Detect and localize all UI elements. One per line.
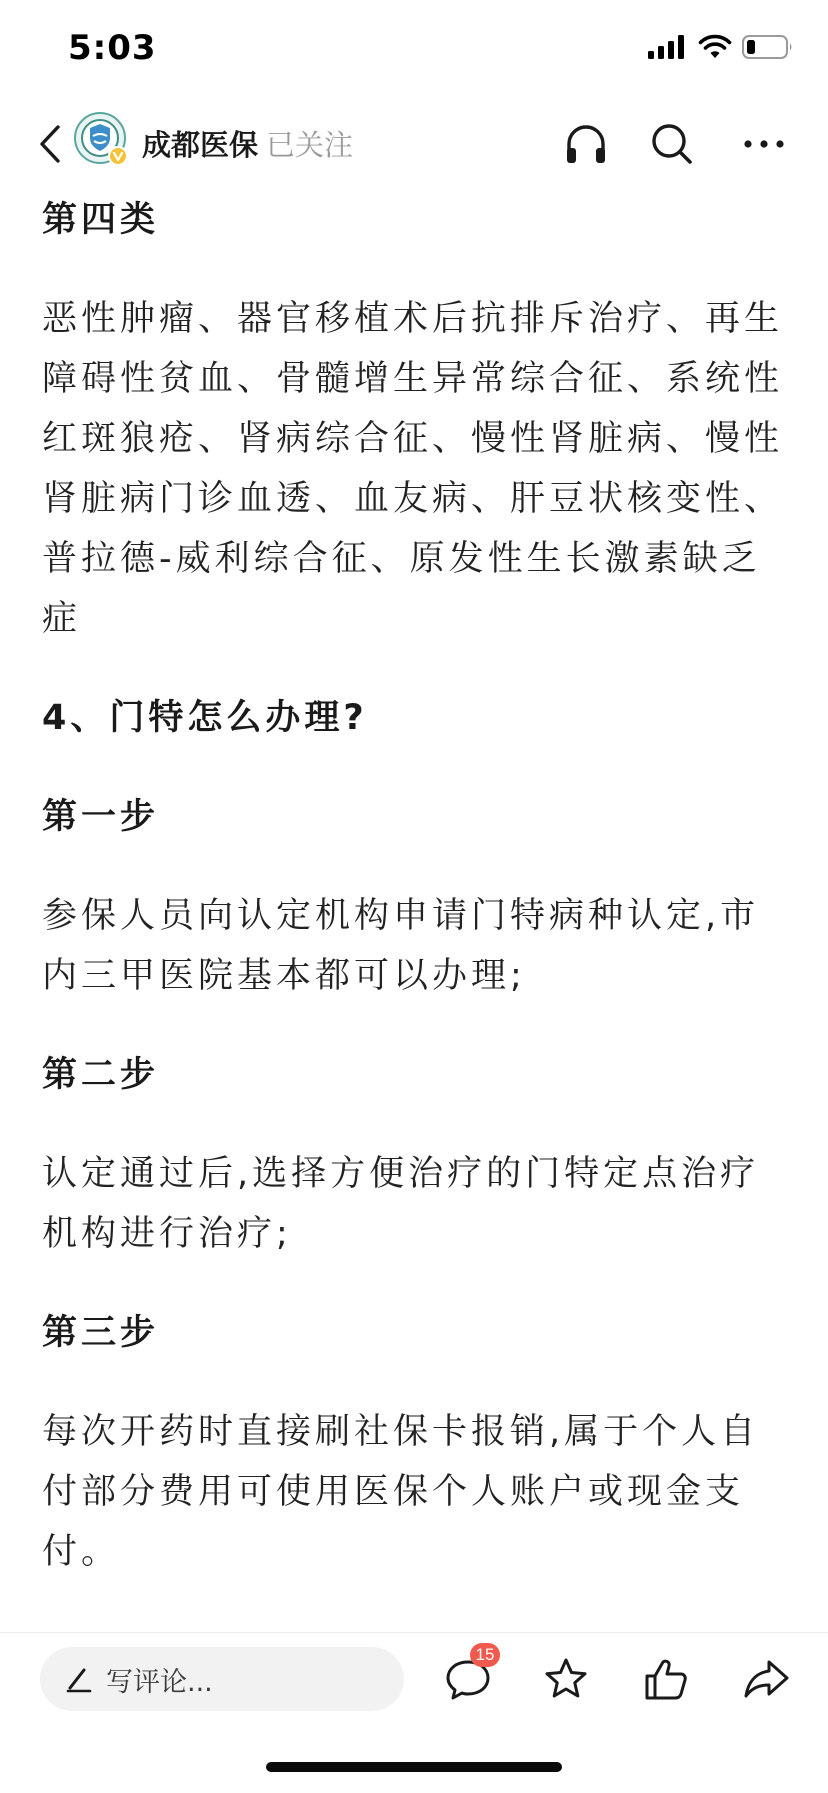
more-icon [742,138,786,150]
back-icon [38,124,62,164]
battery-icon [742,34,794,60]
share-button[interactable] [734,1647,798,1711]
comment-count-badge: 15 [470,1643,500,1667]
article-heading: 第一步 [42,797,160,837]
pen-icon [64,1664,94,1694]
article-heading: 4、门特怎么办理? [42,698,368,738]
account-avatar[interactable] [74,112,128,166]
article-paragraph: 恶性肿瘤、器官移植术后抗排斥治疗、再生障碍性贫血、骨髓增生异常综合征、系统性红斑狼疮、肾病综合征、慢性肾脏病、慢性肾脏病门诊血透、血友病、肝豆状核变性、普拉德-威利综合征、原发性生长激素缺乏症 [42,299,784,639]
status-time: 5:03 [68,28,157,68]
article-paragraph: 参保人员向认定机构申请门特病种认定,市内三甲医院基本都可以办理; [42,896,760,996]
more-button[interactable] [734,114,794,174]
search-button[interactable] [642,114,702,174]
comments-button[interactable] [436,1647,500,1711]
home-indicator[interactable] [266,1762,562,1772]
comment-placeholder: 写评论... [106,1666,213,1698]
back-button[interactable] [28,114,72,174]
signal-icon [648,35,688,59]
article-body [42,190,792,1582]
article-heading: 第三步 [42,1313,160,1353]
share-icon [741,1654,791,1704]
headphones-icon [564,122,608,166]
listen-button[interactable] [556,114,616,174]
article-paragraph: 认定通过后,选择方便治疗的门特定点治疗机构进行治疗; [42,1154,760,1254]
wifi-icon [698,34,732,60]
account-name[interactable]: 成都医保 [142,128,259,162]
comment-input[interactable] [40,1647,404,1711]
article-heading: 第二步 [42,1055,160,1095]
favorite-button[interactable] [534,1647,598,1711]
nav-bar [0,100,828,192]
like-icon [641,1654,691,1704]
status-bar [0,0,828,100]
account-logo-icon [74,112,128,166]
article-heading: 第四类 [42,200,160,240]
follow-status[interactable]: 已关注 [266,128,354,162]
article-paragraph: 每次开药时直接刷社保卡报销,属于个人自付部分费用可使用医保个人账户或现金支付。 [42,1412,760,1572]
search-icon [650,122,694,166]
star-icon [541,1654,591,1704]
status-icons [648,34,794,60]
like-button[interactable] [634,1647,698,1711]
